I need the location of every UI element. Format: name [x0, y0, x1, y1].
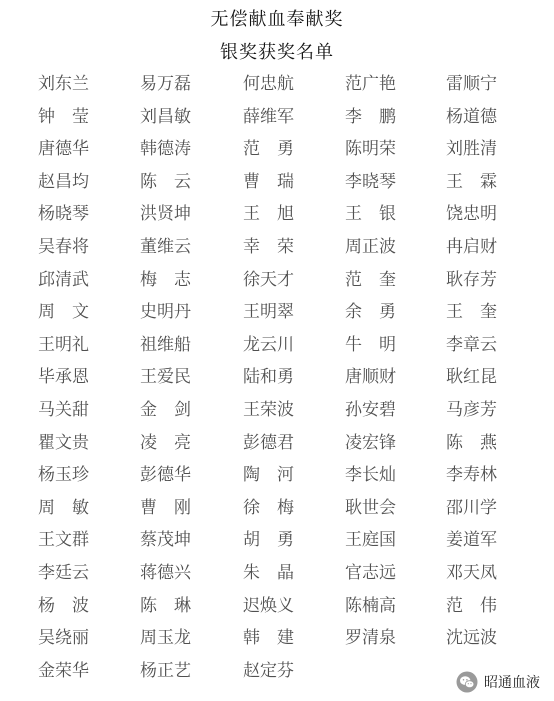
name-cell: 周玉龙 — [140, 628, 191, 649]
name-cell: 杨晓琴 — [38, 204, 89, 225]
name-cell: 李寿林 — [446, 465, 497, 486]
name-cell: 王 奎 — [446, 302, 497, 323]
wechat-icon — [456, 671, 478, 693]
name-cell: 毕承恩 — [38, 367, 89, 388]
name-cell: 姜道军 — [446, 530, 497, 551]
name-cell: 杨玉珍 — [38, 465, 89, 486]
watermark — [456, 671, 540, 693]
name-row — [0, 557, 554, 590]
name-cell: 范 奎 — [345, 269, 396, 290]
name-row — [0, 101, 554, 134]
name-cell: 饶忠明 — [446, 204, 497, 225]
page-subtitle: 银奖获奖名单 — [220, 42, 334, 63]
name-cell: 钟 莹 — [38, 106, 89, 127]
name-cell: 唐顺财 — [345, 367, 396, 388]
name-cell: 沈远波 — [446, 628, 497, 649]
name-cell: 蔡茂坤 — [140, 530, 191, 551]
name-cell: 凌 亮 — [140, 432, 191, 453]
name-row — [0, 459, 554, 492]
name-cell: 邵川学 — [446, 497, 497, 518]
name-cell: 彭德君 — [243, 432, 294, 453]
name-cell: 李 鹏 — [345, 106, 396, 127]
name-cell: 李廷云 — [38, 562, 89, 583]
name-cell: 龙云川 — [243, 334, 294, 355]
name-cell: 王爱民 — [140, 367, 191, 388]
name-cell: 王庭国 — [345, 530, 396, 551]
name-row — [0, 361, 554, 394]
name-cell: 彭德华 — [140, 465, 191, 486]
name-row — [0, 231, 554, 264]
name-cell: 徐 梅 — [243, 497, 294, 518]
name-cell: 董维云 — [140, 236, 191, 257]
name-cell: 王 旭 — [243, 204, 294, 225]
name-cell: 官志远 — [345, 562, 396, 583]
name-list — [0, 68, 554, 687]
name-cell: 耿存芳 — [446, 269, 497, 290]
name-cell: 瞿文贵 — [38, 432, 89, 453]
name-cell: 孙安碧 — [345, 399, 396, 420]
name-cell: 马关甜 — [38, 399, 89, 420]
name-cell: 何忠航 — [243, 74, 294, 94]
name-cell: 王 霖 — [446, 171, 497, 192]
name-cell: 金荣华 — [38, 660, 89, 681]
name-cell: 周正波 — [345, 236, 396, 257]
name-row — [0, 524, 554, 557]
name-cell: 金 剑 — [140, 399, 191, 420]
name-cell: 曹 刚 — [140, 497, 191, 518]
name-row — [0, 264, 554, 297]
name-cell: 杨 波 — [38, 595, 89, 616]
name-cell: 刘胜清 — [446, 139, 497, 160]
watermark-text: 昭通血液 — [484, 675, 540, 691]
name-cell: 洪贤坤 — [140, 204, 191, 225]
name-cell: 王明翠 — [243, 302, 294, 323]
name-cell: 韩 建 — [243, 628, 294, 649]
name-cell: 王 银 — [345, 204, 396, 225]
name-cell: 李章云 — [446, 334, 497, 355]
name-row — [0, 394, 554, 427]
name-cell: 赵昌均 — [38, 171, 89, 192]
name-row — [0, 622, 554, 655]
name-cell: 王荣波 — [243, 399, 294, 420]
name-cell: 吴春将 — [38, 236, 89, 257]
name-cell: 幸 荣 — [243, 236, 294, 257]
name-cell: 刘东兰 — [38, 74, 89, 94]
name-cell: 范 伟 — [446, 595, 497, 616]
name-cell: 陈楠高 — [345, 595, 396, 616]
name-cell: 朱 晶 — [243, 562, 294, 583]
name-cell: 迟焕义 — [243, 595, 294, 616]
name-cell: 凌宏锋 — [345, 432, 396, 453]
name-cell: 余 勇 — [345, 302, 396, 323]
name-cell: 陈 琳 — [140, 595, 191, 616]
name-cell: 吴绕丽 — [38, 628, 89, 649]
name-cell: 易万磊 — [140, 74, 191, 94]
name-cell: 雷顺宁 — [446, 74, 497, 94]
name-cell: 韩德涛 — [140, 139, 191, 160]
name-cell: 冉启财 — [446, 236, 497, 257]
name-cell: 赵定芬 — [243, 660, 294, 681]
name-cell: 耿世会 — [345, 497, 396, 518]
name-cell: 杨道德 — [446, 106, 497, 127]
name-cell: 陆和勇 — [243, 367, 294, 388]
name-cell: 陈 燕 — [446, 432, 497, 453]
name-cell: 曹 瑞 — [243, 171, 294, 192]
name-cell: 梅 志 — [140, 269, 191, 290]
name-cell: 徐天才 — [243, 269, 294, 290]
name-cell: 周 文 — [38, 302, 89, 323]
name-row — [0, 68, 554, 101]
name-row — [0, 492, 554, 525]
name-cell: 李晓琴 — [345, 171, 396, 192]
name-row — [0, 427, 554, 460]
name-row — [0, 590, 554, 623]
name-cell: 牛 明 — [345, 334, 396, 355]
name-cell: 王文群 — [38, 530, 89, 551]
name-cell: 马彦芳 — [446, 399, 497, 420]
name-cell: 耿红昆 — [446, 367, 497, 388]
name-cell: 刘昌敏 — [140, 106, 191, 127]
name-row — [0, 166, 554, 199]
name-cell: 王明礼 — [38, 334, 89, 355]
name-cell: 范广艳 — [345, 74, 396, 94]
name-cell: 唐德华 — [38, 139, 89, 160]
page-title: 无偿献血奉献奖 — [210, 9, 344, 30]
name-row — [0, 329, 554, 362]
name-row — [0, 296, 554, 329]
name-cell: 史明丹 — [140, 302, 191, 323]
name-cell: 范 勇 — [243, 139, 294, 160]
name-row — [0, 198, 554, 231]
name-cell: 杨正艺 — [140, 660, 191, 681]
name-row — [0, 133, 554, 166]
name-cell: 罗清泉 — [345, 628, 396, 649]
name-cell: 祖维船 — [140, 334, 191, 355]
name-cell: 陈明荣 — [345, 139, 396, 160]
name-cell: 胡 勇 — [243, 530, 294, 551]
name-cell: 陈 云 — [140, 171, 191, 192]
name-cell: 邓天凤 — [446, 562, 497, 583]
name-cell: 薛维军 — [243, 106, 294, 127]
name-cell: 李长灿 — [345, 465, 396, 486]
name-cell: 蒋德兴 — [140, 562, 191, 583]
name-cell: 邱清武 — [38, 269, 89, 290]
name-cell: 周 敏 — [38, 497, 89, 518]
name-cell: 陶 河 — [243, 465, 294, 486]
